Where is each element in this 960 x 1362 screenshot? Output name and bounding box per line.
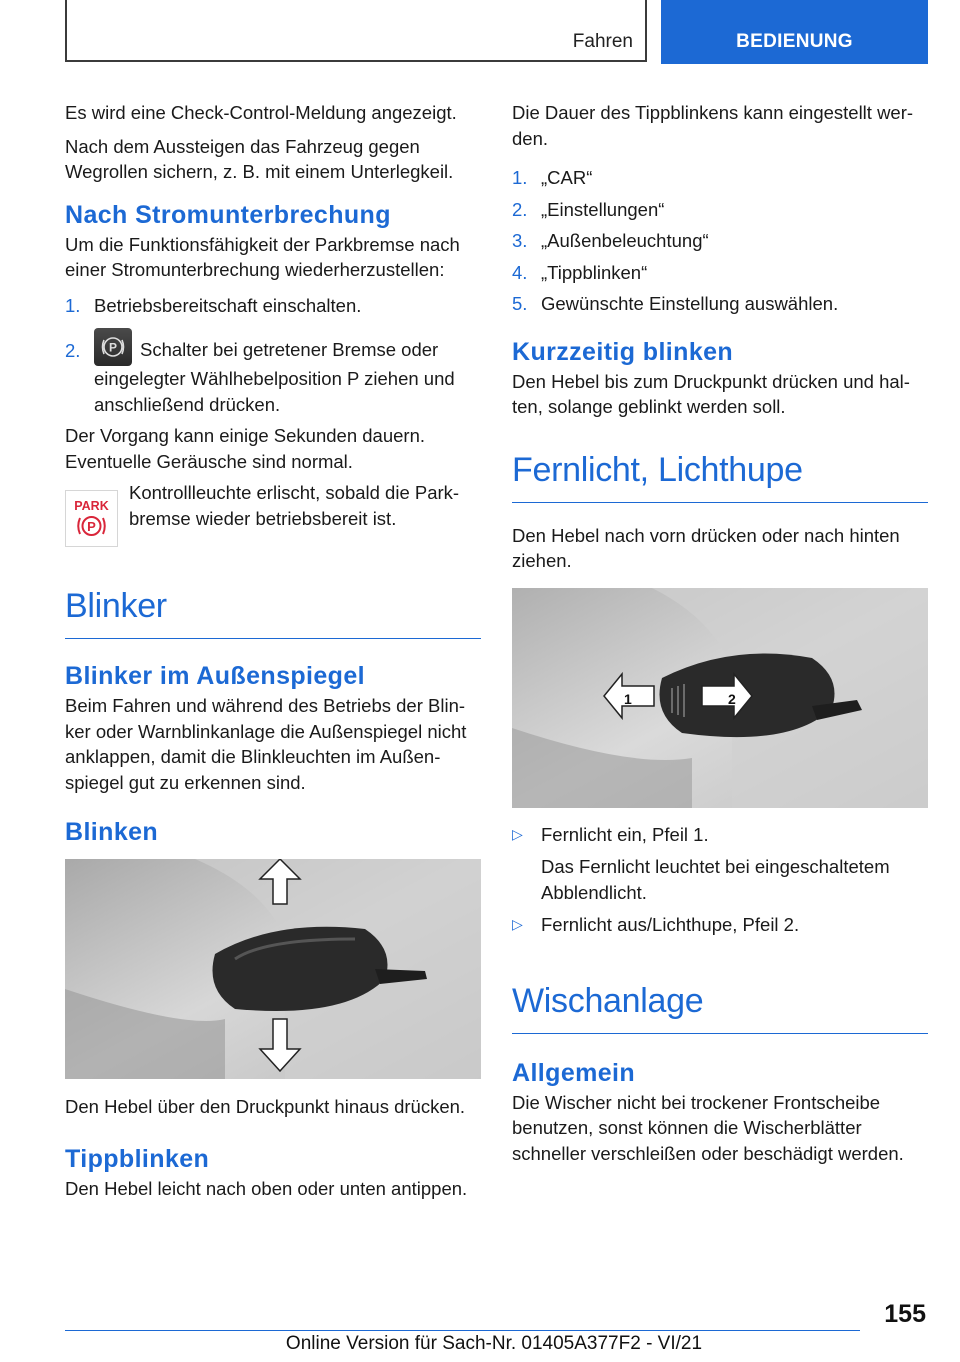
steps-list-strom [65,293,481,418]
paragraph-vorgang: Der Vorgang kann einige Sekunden dauern. Eventuelle Geräusche sind normal. [65,425,425,472]
right-column [512,100,928,1166]
heading-blinken: Blinken [65,818,159,846]
paragraph-wegrollen: Nach dem Aussteigen das Fahrzeug gegen Wegrollen sichern, z. B. mit einem Unterlegkeil. [65,135,454,182]
figure-turn-signal-lever [65,859,481,1079]
svg-text:PARK: PARK [74,499,109,513]
paragraph-check-control: Es wird eine Check-Control-Meldung angezeigt. [65,102,457,123]
paragraph-allgemein: Die Wischer nicht bei trockener Frontscheibe benutzen, sonst können die Wischerblätter schneller verschleißen oder beschädigt werden. [512,1091,904,1164]
paragraph-stromunterbrechung: Um die Funktionsfähigkeit der Parkbremse nach einer Stromunterbrechung wiederherzustellen: [65,233,460,280]
list-item: 3. „Außenbeleuchtung“ [512,230,709,251]
heading-blinker-aussenspiegel: Blinker im Außenspiegel [65,662,366,690]
left-column [65,100,481,1201]
list-item: 2. „Einstellungen“ [512,198,665,220]
heading-fernlicht: Fernlicht, Lichthupe [512,448,928,503]
paragraph-fernlicht: Den Hebel nach vorn drücken oder nach hinten ziehen. [512,524,900,571]
paragraph-aussenspiegel: Beim Fahren und während des Betriebs der Blinker oder Warnblinkanlage die Außenspiegel nicht anklappen, damit die Blinkleuchten im Außenspiegel gut zu erkennen sind. [65,695,467,793]
figure-high-beam-lever [512,588,928,808]
list-item: 5. Gewünschte Einstellung auswählen. [512,293,839,314]
svg-text:1: 1 [624,690,632,707]
footer-divider [65,1330,860,1331]
steps-list-menu [512,165,928,317]
svg-text:2: 2 [728,690,736,707]
list-item: 4. „Tippblinken“ [512,261,648,283]
paragraph-blinken: Den Hebel über den Druckpunkt hinaus drücken. [65,1096,466,1117]
list-item: 1. Betriebsbereitschaft einschalten. [65,294,362,316]
paragraph-kontrollleuchte: Kontrollleuchte erlischt, sobald die Parkbremse wieder betriebsbereit ist. [129,482,460,529]
heading-kurzzeitig-blinken: Kurzzeitig blinken [512,337,734,366]
triangle-bullet-icon: ▷ [512,825,523,842]
page-header [65,0,928,64]
heading-allgemein: Allgemein [512,1058,636,1087]
paragraph-kurzzeitig: Den Hebel bis zum Druckpunkt drücken und halten, solange geblinkt werden soll. [512,370,910,417]
bullet-list-fernlicht [512,822,928,938]
park-warning-icon [65,490,118,547]
heading-stromunterbrechung: Nach Stromunterbrechung [65,200,391,229]
heading-blinker: Blinker [65,584,481,639]
header-chapter-tab: BEDIENUNG [661,0,928,64]
svg-text:P: P [87,519,96,534]
footer-text: Online Version für Sach-Nr. 01405A377F2 - VI/21 [285,1333,703,1354]
paragraph-tippblinken: Den Hebel leicht nach oben oder unten antippen. [65,1177,468,1199]
list-item: ▷ Fernlicht aus/Lichthupe, Pfeil 2. [512,912,928,938]
header-section-label: Fahren [572,31,633,52]
list-item: 2. P Schalter bei getretener Bremse oder eingelegter Wählhebelposition P ziehen und anschließend drücken. [65,328,481,417]
heading-wischanlage: Wischanlage [512,979,928,1034]
heading-tippblinken: Tippblinken [65,1144,210,1173]
page-number: 155 [884,1300,926,1328]
park-indicator-note [65,480,481,546]
list-item: 1. „CAR“ [512,167,593,188]
paragraph-dauer: Die Dauer des Tippblinkens kann eingestellt werden. [512,102,914,149]
triangle-bullet-icon: ▷ [512,916,523,932]
svg-text:P: P [108,340,118,355]
list-item: ▷ Fernlicht ein, Pfeil 1. Das Fernlicht leuchtet bei eingeschaltetem Abblendlicht. [512,823,890,903]
parking-brake-switch-icon [94,328,132,366]
